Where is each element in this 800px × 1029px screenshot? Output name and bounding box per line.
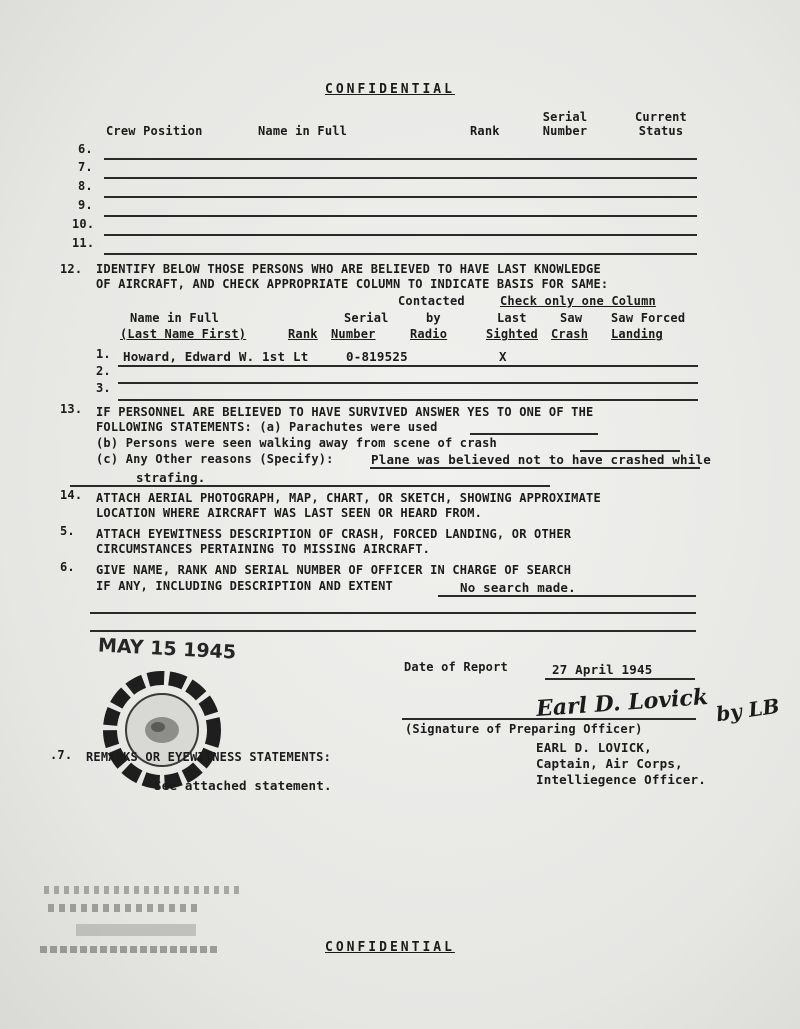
item-12-text: OF AIRCRAFT, AND CHECK APPROPRIATE COLUMN TO INDICATE BASIS FOR SAME: xyxy=(96,277,609,291)
witness-row-line xyxy=(118,399,698,401)
signature-caption: (Signature of Preparing Officer) xyxy=(405,722,643,736)
witness-row-number: 2. xyxy=(96,364,111,378)
item-14-number: 14. xyxy=(60,488,83,502)
h-saw: Saw xyxy=(560,311,583,325)
item-13-answer: Plane was believed not to have crashed while xyxy=(371,452,711,467)
item-16-text: GIVE NAME, RANK AND SERIAL NUMBER OF OFFICER IN CHARGE OF SEARCH xyxy=(96,563,572,577)
h-name-in-full: Name in Full xyxy=(130,311,220,325)
officer-name: EARL D. LOVICK, xyxy=(536,740,652,755)
witness-row-number: 1. xyxy=(96,347,111,361)
answer-line-a xyxy=(470,433,598,435)
item-12-text: IDENTIFY BELOW THOSE PERSONS WHO ARE BELIEVED TO HAVE LAST KNOWLEDGE xyxy=(96,262,601,276)
crew-row-number: 6. xyxy=(78,142,93,156)
item-13-text: (c) Any Other reasons (Specify): xyxy=(96,452,334,466)
item-16-text: IF ANY, INCLUDING DESCRIPTION AND EXTENT xyxy=(96,579,393,593)
item-14-text: ATTACH AERIAL PHOTOGRAPH, MAP, CHART, OR SKETCH, SHOWING APPROXIMATE xyxy=(96,491,601,505)
h-sighted: Sighted xyxy=(486,327,538,341)
h-serial: Serial xyxy=(344,311,389,325)
item-15-number: 5. xyxy=(60,524,75,538)
h-contacted: Contacted xyxy=(398,294,465,308)
h-saw-forced: Saw Forced xyxy=(611,311,686,325)
witness-serial: 0-819525 xyxy=(346,349,408,364)
received-date-stamp: MAY 15 1945 xyxy=(97,634,237,664)
h-last: Last xyxy=(497,311,527,325)
signature-line xyxy=(402,718,696,720)
item-13-text: IF PERSONNEL ARE BELIEVED TO HAVE SURVIVED ANSWER YES TO ONE OF THE xyxy=(96,405,594,419)
h-rank: Rank xyxy=(288,327,318,341)
crew-row-line xyxy=(104,158,697,160)
col-current-status: Current Status xyxy=(635,110,687,138)
blank-line xyxy=(90,630,696,632)
item-13-number: 13. xyxy=(60,402,83,416)
confidential-header: CONFIDENTIAL xyxy=(325,82,455,97)
confidential-footer: CONFIDENTIAL xyxy=(325,940,455,955)
blank-line xyxy=(90,612,696,614)
h-check-one-column: Check only one Column xyxy=(500,294,656,308)
crew-row-line xyxy=(104,215,697,217)
witness-check-mark: X xyxy=(499,349,507,364)
col-crew-position: Crew Position xyxy=(106,124,203,138)
date-of-report-label: Date of Report xyxy=(404,660,508,674)
answer-line-16 xyxy=(438,595,696,597)
officer-rank: Captain, Air Corps, xyxy=(536,756,683,771)
col-name-in-full: Name in Full xyxy=(258,124,348,138)
official-seal-stamp xyxy=(100,670,224,790)
item-17-label: REMARKS OR EYEWITNESS STATEMENTS: xyxy=(86,750,332,764)
crew-row-line xyxy=(104,253,697,255)
crew-row-line xyxy=(104,196,697,198)
h-radio: Radio xyxy=(410,327,448,341)
crew-row-number: 7. xyxy=(78,160,93,174)
item-16-answer: No search made. xyxy=(460,580,576,595)
item-13-text: FOLLOWING STATEMENTS: (a) Parachutes were used xyxy=(96,420,438,434)
h-crash: Crash xyxy=(551,327,589,341)
h-number: Number xyxy=(331,327,376,341)
item-15-text: ATTACH EYEWITNESS DESCRIPTION OF CRASH, FORCED LANDING, OR OTHER xyxy=(96,527,572,541)
signature-initials: by LB xyxy=(714,693,781,727)
witness-row-number: 3. xyxy=(96,381,111,395)
item-16-number: 6. xyxy=(60,560,75,574)
item-14-text: LOCATION WHERE AIRCRAFT WAS LAST SEEN OR HEARD FROM. xyxy=(96,506,483,520)
item-17-text: See attached statement. xyxy=(154,778,332,793)
crew-row-line xyxy=(104,177,697,179)
item-17-number: .7. xyxy=(50,748,73,762)
faded-stamp-residue xyxy=(36,880,276,970)
col-serial-number: Serial Number xyxy=(542,110,588,138)
witness-name-rank: Howard, Edward W. 1st Lt xyxy=(123,349,309,364)
col-rank: Rank xyxy=(470,124,500,138)
answer-line-c xyxy=(370,467,700,469)
crew-row-number: 11. xyxy=(72,236,95,250)
crew-row-number: 8. xyxy=(78,179,93,193)
h-landing: Landing xyxy=(611,327,663,341)
witness-row-line xyxy=(118,365,698,367)
answer-line-c2 xyxy=(70,485,550,487)
crew-row-number: 9. xyxy=(78,198,93,212)
item-13-text: (b) Persons were seen walking away from scene of crash xyxy=(96,436,497,450)
h-by: by xyxy=(426,311,441,325)
item-13-answer-cont: strafing. xyxy=(136,470,206,485)
date-of-report-value: 27 April 1945 xyxy=(552,662,653,677)
h-last-name-first: (Last Name First) xyxy=(120,327,247,341)
officer-title: Intelliegence Officer. xyxy=(536,772,706,787)
witness-row-line xyxy=(118,382,698,384)
crew-row-number: 10. xyxy=(72,217,95,231)
crew-row-line xyxy=(104,234,697,236)
item-15-text: CIRCUMSTANCES PERTAINING TO MISSING AIRCRAFT. xyxy=(96,542,431,556)
handwritten-signature: Earl D. Lovick xyxy=(535,684,709,722)
date-line xyxy=(545,678,695,680)
item-12-number: 12. xyxy=(60,262,83,276)
